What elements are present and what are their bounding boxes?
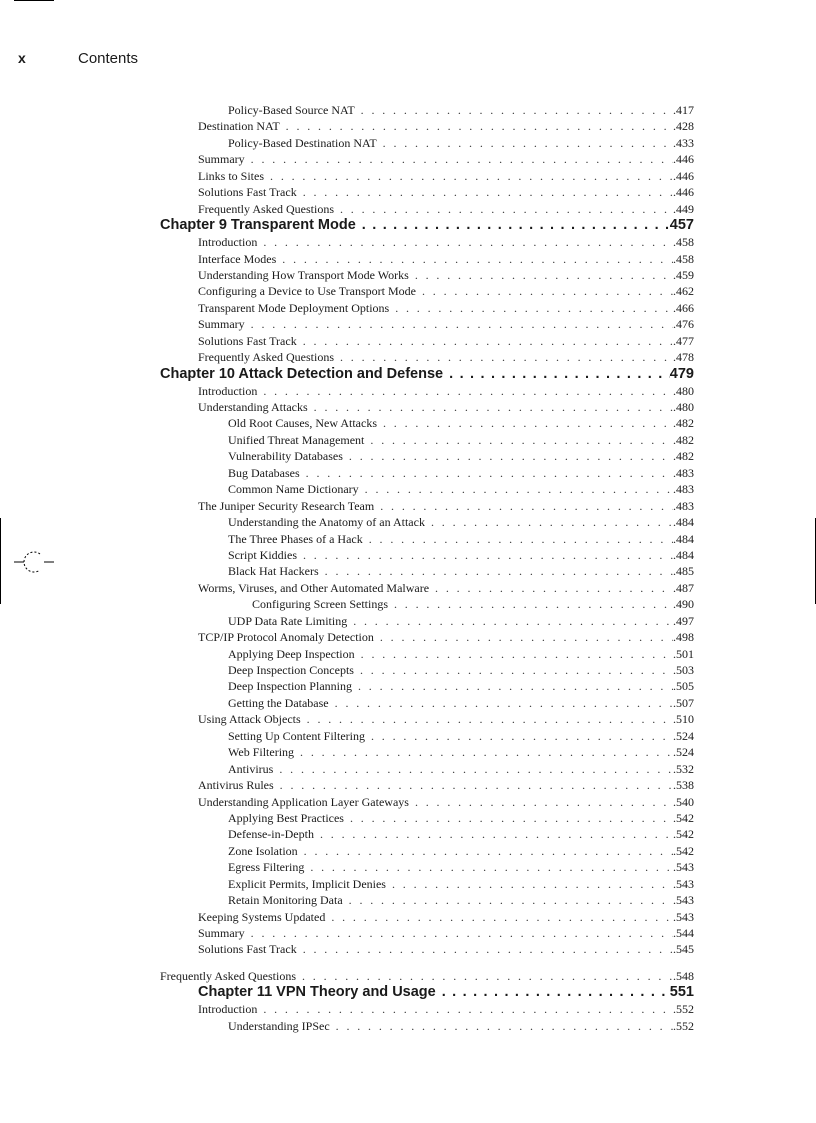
toc-entry-title: Setting Up Content Filtering xyxy=(228,728,365,743)
toc-leader-dots xyxy=(306,465,673,481)
toc-entry xyxy=(160,448,694,464)
toc-entry xyxy=(160,514,694,530)
toc-entry-page: .543 xyxy=(673,909,694,924)
toc-entry-title: Using Attack Objects xyxy=(198,712,301,727)
toc-entry-page: .433 xyxy=(673,135,694,150)
toc-entry xyxy=(160,843,694,859)
toc-entry xyxy=(160,383,694,399)
toc-entry-title: Script Kiddies xyxy=(228,547,297,562)
toc-entry-title: Solutions Fast Track xyxy=(198,942,297,957)
toc-gap xyxy=(160,958,694,968)
toc-entry-page: .480 xyxy=(673,400,694,414)
toc-entry-title: Common Name Dictionary xyxy=(228,482,359,497)
toc-entry-page: .483 xyxy=(673,498,694,513)
toc-entry-title: Applying Deep Inspection xyxy=(228,646,355,661)
toc-entry-page: .524 xyxy=(673,728,694,743)
page-number: x xyxy=(18,50,26,66)
toc-leader-dots xyxy=(361,102,673,118)
toc-entry-page: .542 xyxy=(673,843,694,858)
toc-entry xyxy=(160,646,694,662)
toc-entry-page: .483 xyxy=(673,465,694,480)
toc-entry xyxy=(160,415,694,431)
toc-entry-title: Understanding the Anatomy of an Attack xyxy=(228,515,425,530)
toc-entry-title: Frequently Asked Questions xyxy=(198,201,334,216)
toc-entry-title: Antivirus Rules xyxy=(198,778,274,793)
toc-entry-title: Deep Inspection Planning xyxy=(228,679,352,694)
toc-entry xyxy=(160,711,694,727)
toc-entry-title: Policy-Based Destination NAT xyxy=(228,135,377,150)
toc-entry xyxy=(160,234,694,250)
toc-entry-page: .485 xyxy=(673,564,694,579)
toc-leader-dots xyxy=(395,300,673,316)
toc-entry xyxy=(160,151,694,167)
toc-leader-dots xyxy=(340,349,673,365)
toc-entry-page: .446 xyxy=(673,168,694,183)
toc-entry xyxy=(160,102,694,118)
toc-leader-dots xyxy=(307,711,673,727)
toc-entry xyxy=(160,941,694,957)
toc-entry-page: .543 xyxy=(673,893,694,908)
toc-entry xyxy=(160,968,694,984)
toc-entry-title: Antivirus xyxy=(228,761,274,776)
registration-mark-icon xyxy=(14,548,54,576)
toc-entry-title: The Three Phases of a Hack xyxy=(228,531,363,546)
toc-entry-title: Defense-in-Depth xyxy=(228,827,314,842)
toc-entry xyxy=(160,201,694,217)
toc-entry-title: Interface Modes xyxy=(198,251,277,266)
toc-block-continued xyxy=(160,968,694,1034)
crop-mark-left xyxy=(0,518,1,604)
toc-leader-dots xyxy=(360,662,673,678)
toc-entry-title: Understanding IPSec xyxy=(228,1018,330,1033)
toc-entry-page: .487 xyxy=(673,580,694,595)
toc-entry-title: Keeping Systems Updated xyxy=(198,909,326,924)
toc-entry-title: UDP Data Rate Limiting xyxy=(228,613,348,628)
toc-leader-dots xyxy=(361,646,673,662)
toc-entry-page: .484 xyxy=(673,547,694,562)
toc-leader-dots xyxy=(431,514,673,530)
toc-leader-dots xyxy=(353,613,673,629)
toc-block-main xyxy=(160,102,694,958)
toc-entry-page: .482 xyxy=(673,416,694,431)
toc-leader-dots xyxy=(415,794,673,810)
toc-entry xyxy=(160,744,694,760)
toc-entry xyxy=(160,909,694,925)
toc-entry xyxy=(160,465,694,481)
toc-entry xyxy=(160,761,694,777)
table-of-contents xyxy=(160,102,694,1034)
toc-entry xyxy=(160,876,694,892)
toc-entry-title: Introduction xyxy=(198,235,258,250)
toc-entry-page: .482 xyxy=(673,432,694,447)
toc-leader-dots xyxy=(280,777,673,793)
toc-leader-dots xyxy=(320,826,673,842)
toc-entry-title: Bug Databases xyxy=(228,465,300,480)
toc-entry xyxy=(160,399,694,415)
toc-leader-dots xyxy=(304,843,673,859)
toc-entry-title: Chapter 9 Transparent Mode xyxy=(160,217,356,234)
toc-leader-dots xyxy=(263,234,673,250)
toc-entry-title: Zone Isolation xyxy=(228,843,298,858)
toc-entry xyxy=(160,547,694,563)
toc-entry-title: Configuring a Device to Use Transport Mode xyxy=(198,284,416,299)
toc-entry xyxy=(160,349,694,365)
toc-entry-page: .484 xyxy=(673,531,694,546)
toc-leader-dots xyxy=(435,580,673,596)
toc-leader-dots xyxy=(449,366,670,383)
toc-entry-page: .545 xyxy=(673,942,694,957)
toc-entry xyxy=(160,531,694,547)
toc-entry-title: Vulnerability Databases xyxy=(228,449,343,464)
toc-leader-dots xyxy=(371,728,673,744)
toc-entry xyxy=(160,168,694,184)
toc-leader-dots xyxy=(350,810,673,826)
toc-entry xyxy=(160,184,694,200)
toc-entry-page: .449 xyxy=(673,201,694,216)
toc-leader-dots xyxy=(358,678,673,694)
toc-entry-page: .548 xyxy=(673,968,694,983)
toc-entry-page: .552 xyxy=(673,1002,694,1017)
toc-leader-dots xyxy=(336,1018,673,1034)
toc-entry xyxy=(160,695,694,711)
toc-entry-page: 551 xyxy=(669,984,694,1001)
toc-entry-title: The Juniper Security Research Team xyxy=(198,498,375,513)
toc-entry-title: Summary xyxy=(198,152,245,167)
toc-entry-page: .501 xyxy=(673,646,694,661)
toc-leader-dots xyxy=(335,695,673,711)
toc-entry-title: Introduction xyxy=(198,383,258,398)
toc-entry-title: Policy-Based Source NAT xyxy=(228,103,355,117)
toc-entry-title: Summary xyxy=(198,926,245,940)
toc-entry-page: .446 xyxy=(673,152,694,167)
toc-entry xyxy=(160,118,694,134)
toc-leader-dots xyxy=(303,184,673,200)
running-title: Contents xyxy=(78,50,139,67)
toc-leader-dots xyxy=(310,859,673,875)
toc-entry-title: Worms, Viruses, and Other Automated Malware xyxy=(198,580,430,595)
toc-leader-dots xyxy=(303,547,673,563)
toc-entry-page: .428 xyxy=(673,119,694,134)
toc-leader-dots xyxy=(369,531,673,547)
toc-entry-page: .542 xyxy=(673,827,694,842)
toc-entry-page: .458 xyxy=(673,251,694,266)
toc-leader-dots xyxy=(263,1001,673,1017)
crop-mark-top xyxy=(14,0,54,1)
toc-entry-title: Old Root Causes, New Attacks xyxy=(228,416,377,431)
toc-entry-title: Introduction xyxy=(198,1002,258,1017)
toc-leader-dots xyxy=(263,383,673,399)
toc-entry xyxy=(160,333,694,349)
toc-entry-title: Chapter 10 Attack Detection and Defense xyxy=(160,365,444,382)
toc-entry xyxy=(160,892,694,908)
toc-entry-title: Black Hat Hackers xyxy=(228,564,319,579)
toc-chapter-entry xyxy=(160,217,694,234)
toc-entry-title: Understanding Attacks xyxy=(198,400,308,414)
toc-entry-title: Deep Inspection Concepts xyxy=(228,663,354,677)
toc-entry xyxy=(160,728,694,744)
toc-entry-title: Frequently Asked Questions xyxy=(160,968,296,983)
toc-leader-dots xyxy=(383,415,673,431)
toc-entry xyxy=(160,1001,694,1017)
toc-leader-dots xyxy=(302,968,673,984)
toc-leader-dots xyxy=(349,892,673,908)
toc-entry xyxy=(160,135,694,151)
toc-entry-title: Destination NAT xyxy=(198,119,280,134)
toc-leader-dots xyxy=(331,909,673,925)
toc-entry xyxy=(160,859,694,875)
toc-leader-dots xyxy=(380,498,673,514)
toc-leader-dots xyxy=(422,283,673,299)
toc-entry xyxy=(160,563,694,579)
toc-entry xyxy=(160,432,694,448)
toc-entry-page: .542 xyxy=(673,810,694,825)
toc-entry xyxy=(160,251,694,267)
toc-leader-dots xyxy=(270,168,673,184)
toc-entry-page: .505 xyxy=(673,679,694,694)
toc-entry-title: Explicit Permits, Implicit Denies xyxy=(228,876,386,891)
toc-leader-dots xyxy=(286,118,673,134)
toc-entry-page: .477 xyxy=(673,333,694,348)
toc-leader-dots xyxy=(251,925,673,941)
toc-entry-title: Egress Filtering xyxy=(228,860,305,875)
toc-chapter-entry xyxy=(160,984,694,1001)
toc-entry-title: Links to Sites xyxy=(198,168,265,183)
toc-entry-page: .476 xyxy=(673,317,694,332)
toc-leader-dots xyxy=(303,941,673,957)
toc-entry xyxy=(160,300,694,316)
toc-entry xyxy=(160,316,694,332)
toc-leader-dots xyxy=(442,984,670,1001)
toc-entry-title: Solutions Fast Track xyxy=(198,333,297,348)
toc-entry-page: .543 xyxy=(673,876,694,891)
toc-entry-page: .524 xyxy=(673,745,694,760)
toc-entry-page: .490 xyxy=(673,597,694,612)
toc-entry-title: Configuring Screen Settings xyxy=(252,597,388,612)
toc-entry-page: .482 xyxy=(673,449,694,464)
toc-entry-page: .458 xyxy=(673,235,694,250)
toc-leader-dots xyxy=(362,217,670,234)
toc-leader-dots xyxy=(251,151,673,167)
toc-entry-page: 479 xyxy=(669,365,694,382)
toc-entry-title: Understanding How Transport Mode Works xyxy=(198,267,409,282)
toc-leader-dots xyxy=(314,399,673,415)
toc-leader-dots xyxy=(279,761,673,777)
toc-entry xyxy=(160,596,694,612)
toc-leader-dots xyxy=(340,201,673,217)
toc-entry-page: .483 xyxy=(673,482,694,497)
toc-entry-page: .532 xyxy=(673,761,694,776)
toc-entry-page: .459 xyxy=(673,267,694,282)
toc-leader-dots xyxy=(392,876,673,892)
toc-entry-page: .417 xyxy=(673,103,694,117)
toc-leader-dots xyxy=(370,432,673,448)
toc-entry xyxy=(160,777,694,793)
toc-entry xyxy=(160,662,694,678)
toc-entry-title: Retain Monitoring Data xyxy=(228,893,343,908)
toc-leader-dots xyxy=(415,267,673,283)
toc-entry-title: Solutions Fast Track xyxy=(198,185,297,200)
toc-entry-title: Chapter 11 VPN Theory and Usage xyxy=(198,984,436,1001)
toc-leader-dots xyxy=(282,251,673,267)
toc-leader-dots xyxy=(365,481,673,497)
toc-entry-title: Summary xyxy=(198,317,245,332)
toc-entry-title: Frequently Asked Questions xyxy=(198,350,334,365)
toc-leader-dots xyxy=(300,744,673,760)
toc-entry-page: .462 xyxy=(673,284,694,299)
toc-chapter-entry xyxy=(160,366,694,383)
toc-entry-page: .510 xyxy=(673,712,694,727)
toc-entry-title: Unified Threat Management xyxy=(228,432,365,447)
toc-entry xyxy=(160,481,694,497)
toc-entry-title: TCP/IP Protocol Anomaly Detection xyxy=(198,630,374,645)
toc-entry-page: .544 xyxy=(673,926,694,940)
toc-entry-page: .498 xyxy=(673,630,694,645)
toc-leader-dots xyxy=(380,629,673,645)
toc-leader-dots xyxy=(394,596,673,612)
toc-entry xyxy=(160,794,694,810)
toc-entry-page: .503 xyxy=(673,663,694,677)
toc-entry xyxy=(160,629,694,645)
toc-entry xyxy=(160,1018,694,1034)
toc-entry-title: Web Filtering xyxy=(228,745,295,760)
toc-leader-dots xyxy=(349,448,673,464)
toc-entry xyxy=(160,283,694,299)
toc-entry xyxy=(160,925,694,941)
toc-leader-dots xyxy=(303,333,673,349)
toc-entry-page: .478 xyxy=(673,350,694,365)
toc-entry-page: .480 xyxy=(673,383,694,398)
toc-entry-page: .507 xyxy=(673,695,694,710)
toc-entry-page: 457 xyxy=(669,217,694,234)
toc-entry xyxy=(160,826,694,842)
toc-entry-title: Applying Best Practices xyxy=(228,810,344,825)
toc-entry-page: .538 xyxy=(673,778,694,793)
toc-entry-page: .484 xyxy=(673,515,694,530)
toc-entry xyxy=(160,498,694,514)
toc-entry xyxy=(160,267,694,283)
toc-entry xyxy=(160,810,694,826)
toc-entry-title: Getting the Database xyxy=(228,695,329,710)
toc-entry-page: .446 xyxy=(673,185,694,200)
toc-entry-page: .543 xyxy=(673,860,694,875)
toc-leader-dots xyxy=(325,563,673,579)
toc-entry xyxy=(160,580,694,596)
toc-entry-title: Transparent Mode Deployment Options xyxy=(198,300,390,315)
toc-entry-page: .540 xyxy=(673,794,694,809)
toc-entry-page: .497 xyxy=(673,613,694,628)
toc-leader-dots xyxy=(383,135,673,151)
toc-entry xyxy=(160,678,694,694)
toc-entry-title: Understanding Application Layer Gateways xyxy=(198,794,409,809)
toc-leader-dots xyxy=(251,316,673,332)
toc-entry-page: .552 xyxy=(673,1018,694,1033)
toc-entry-page: .466 xyxy=(673,300,694,315)
toc-entry xyxy=(160,613,694,629)
